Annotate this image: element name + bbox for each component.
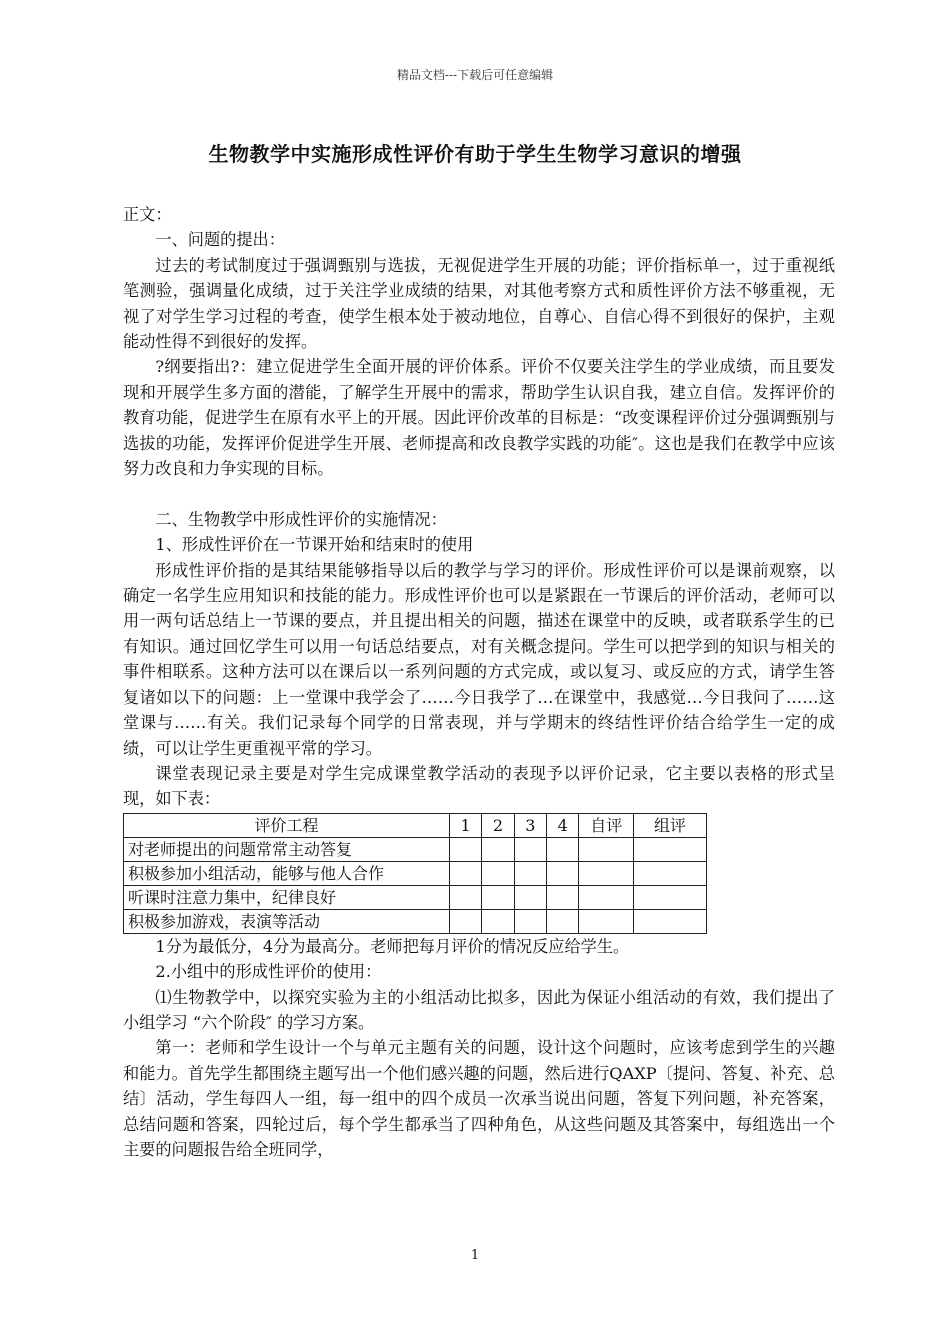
table-header-cell: 评价工程	[124, 813, 450, 837]
subsection-heading: 1、形成性评价在一节课开始和结束时的使用	[155, 535, 474, 555]
table-cell	[449, 885, 481, 909]
table-header-row	[124, 813, 707, 837]
table-row	[124, 837, 707, 861]
table-cell	[482, 885, 514, 909]
table-cell	[634, 909, 707, 933]
table-cell	[449, 909, 481, 933]
table-cell	[634, 837, 707, 861]
paragraph: 形成性评价指的是其结果能够指导以后的教学与学习的评价。形成性评价可以是课前观察，以确定一名学生应用知识和技能的能力。形成性评价也可以是紧跟在一节课后的评价活动，老师可以用一两句话总结上一节课的要点，并且提出相关的问题，描述在课堂中的反映，或者联系学生的已有知识。通过回忆学生可以用一句话总结要点，对有关概念提问。学生可以把学到的知识与相关的事件相联系。这种方法可以在课后以一系列问题的方式完成，或以复习、或反应的方式，请学生答复诸如以下的问题：上一堂课中我学会了……今日我学了…在课堂中，我感觉…今日我问了……这堂课与……有关。我们记录每个同学的日常表现，并与学期末的终结性评价结合给学生一定的成绩，可以让学生更重视平常的学习。	[123, 560, 835, 758]
evaluation-table	[123, 813, 707, 934]
table-cell	[482, 861, 514, 885]
table-cell	[514, 885, 546, 909]
table-cell-item: 积极参加小组活动，能够与他人合作	[124, 861, 450, 885]
table-cell-item: 积极参加游戏，表演等活动	[124, 909, 450, 933]
table-cell	[634, 885, 707, 909]
paragraph: ⑴生物教学中，以探究实验为主的小组活动比拟多，因此为保证小组活动的有效，我们提出了小组学习 “六个阶段″ 的学习方案。	[123, 987, 835, 1032]
table-cell	[514, 909, 546, 933]
table-header-cell: 2	[482, 813, 514, 837]
section-heading-2: 二、生物教学中形成性评价的实施情况：	[155, 509, 447, 529]
table-row	[124, 909, 707, 933]
table-header-cell: 组评	[634, 813, 707, 837]
document-body	[123, 202, 835, 1162]
table-cell	[579, 837, 634, 861]
table-cell	[579, 861, 634, 885]
table-header-cell: 1	[449, 813, 481, 837]
blank-line	[123, 481, 835, 506]
table-cell	[449, 837, 481, 861]
document-title: 生物教学中实施形成性评价有助于学生生物学习意识的增强	[208, 142, 742, 166]
table-cell	[482, 837, 514, 861]
paragraph: ?纲要指出?：建立促进学生全面开展的评价体系。评价不仅要关注学生的学业成绩，而且要发现和开展学生多方面的潜能，了解学生开展中的需求，帮助学生认识自我，建立自信。发挥评价的教育功能，促进学生在原有水平上的开展。因此评价改革的目标是：“改变课程评价过分强调甄别与选拔的功能，发挥评价促进学生开展、老师提高和改良教学实践的功能″。这也是我们在教学中应该努力改良和力争实现的目标。	[123, 357, 835, 479]
paragraph: 1分为最低分，4分为最高分。老师把每月评价的情况反应给学生。	[155, 936, 630, 956]
body-label: 正文：	[123, 205, 172, 224]
table-cell	[514, 861, 546, 885]
header-note: 精品文档---下载后可任意编辑	[396, 68, 554, 82]
table-header-cell: 3	[514, 813, 546, 837]
subsection-heading: 2.小组中的形成性评价的使用：	[155, 962, 382, 982]
table-cell	[547, 885, 579, 909]
table-cell	[547, 837, 579, 861]
table-cell-item: 对老师提出的问题常常主动答复	[124, 837, 450, 861]
page-number: 1	[470, 1248, 480, 1263]
table-cell	[449, 861, 481, 885]
table-cell	[634, 861, 707, 885]
table-cell	[547, 861, 579, 885]
table-header-cell: 4	[547, 813, 579, 837]
section-heading-1: 一、问题的提出：	[155, 230, 285, 250]
paragraph: 第一：老师和学生设计一个与单元主题有关的问题，设计这个问题时，应该考虑到学生的兴趣和能力。首先学生都围绕主题写出一个他们感兴趣的问题，然后进行QAXP〔提问、答复、补充、总结〕活动，学生每四人一组，每一组中的四个成员一次承当说出问题，答复下列问题，补充答案，总结问题和答案，四轮过后，每个学生都承当了四种角色，从这些问题及其答案中，每组选出一个主要的问题报告给全班同学，	[123, 1038, 835, 1159]
table-cell	[547, 909, 579, 933]
table-cell	[579, 909, 634, 933]
table-cell	[514, 837, 546, 861]
table-header-cell: 自评	[579, 813, 634, 837]
paragraph: 过去的考试制度过于强调甄别与选拔，无视促进学生开展的功能；评价指标单一，过于重视纸笔测验，强调量化成绩，过于关注学业成绩的结果，对其他考察方式和质性评价方法不够重视，无视了对学生学习过程的考查，使学生根本处于被动地位，自尊心、自信心得不到很好的保护，主观能动性得不到很好的发挥。	[123, 255, 835, 352]
table-row	[124, 885, 707, 909]
table-cell-item: 听课时注意力集中，纪律良好	[124, 885, 450, 909]
table-row	[124, 861, 707, 885]
paragraph: 课堂表现记录主要是对学生完成课堂教学活动的表现予以评价记录，它主要以表格的形式呈现，如下表：	[123, 763, 835, 809]
table-cell	[482, 909, 514, 933]
table-cell	[579, 885, 634, 909]
